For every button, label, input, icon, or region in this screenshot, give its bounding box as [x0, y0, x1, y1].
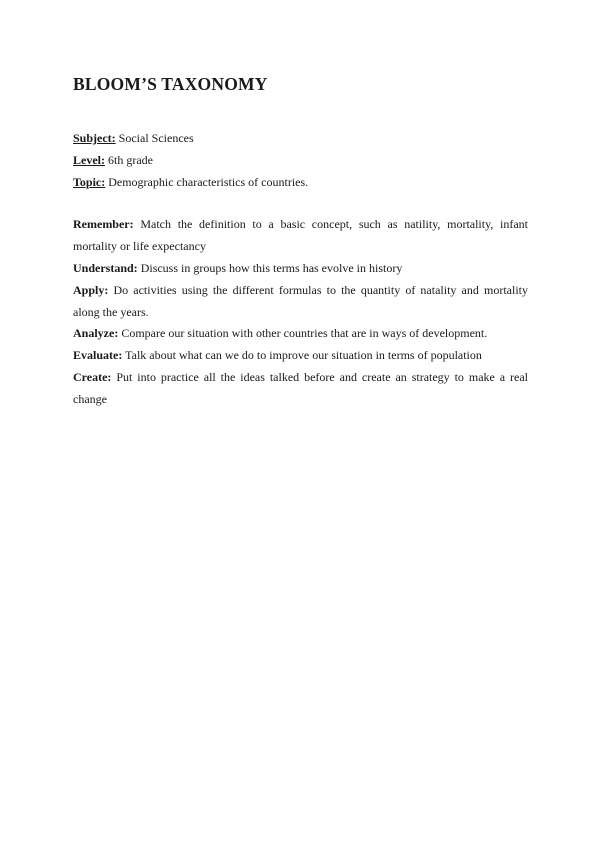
document-title: BLOOM’S TAXONOMY	[73, 74, 268, 94]
objective-level-create: Create:	[73, 369, 112, 384]
objective-text-remember: Match the definition to a basic concept, such as natility, mortality, infant mortality or life expectancy	[73, 217, 529, 254]
objective-level-remember: Remember:	[73, 217, 134, 232]
objective-text-analyze: Compare our situation with other countries that are in ways of development.	[121, 326, 488, 341]
taxonomy-objectives	[73, 214, 528, 410]
objective-evaluate	[73, 345, 528, 367]
objective-apply	[73, 280, 528, 324]
objective-create	[73, 367, 528, 411]
lesson-meta	[73, 128, 528, 193]
document-page	[73, 72, 528, 411]
meta-topic-label: Topic:	[73, 174, 106, 189]
objective-level-evaluate: Evaluate:	[73, 348, 123, 363]
objective-analyze	[73, 323, 528, 345]
objective-text-understand: Discuss in groups how this terms has evolve in history	[140, 260, 403, 275]
objective-text-apply: Do activities using the different formulas to the quantity of natality and mortality along the years.	[73, 282, 528, 319]
objective-level-apply: Apply:	[73, 282, 109, 297]
meta-level-value: 6th grade	[108, 152, 153, 167]
meta-level-label: Level:	[73, 152, 105, 167]
objective-remember	[73, 214, 528, 258]
meta-subject-label: Subject:	[73, 131, 116, 145]
objective-level-understand: Understand:	[73, 260, 138, 275]
meta-topic-value: Demographic characteristics of countries.	[108, 174, 309, 189]
meta-subject-value: Social Sciences	[118, 131, 194, 145]
meta-level	[73, 150, 528, 172]
objective-understand	[73, 258, 528, 280]
objective-text-create: Put into practice all the ideas talked before and create an strategy to make a real change	[73, 369, 528, 406]
objective-text-evaluate: Talk about what can we do to improve our situation in terms of population	[125, 348, 482, 363]
objective-level-analyze: Analyze:	[73, 326, 119, 341]
meta-subject	[73, 128, 528, 150]
meta-topic	[73, 172, 528, 194]
